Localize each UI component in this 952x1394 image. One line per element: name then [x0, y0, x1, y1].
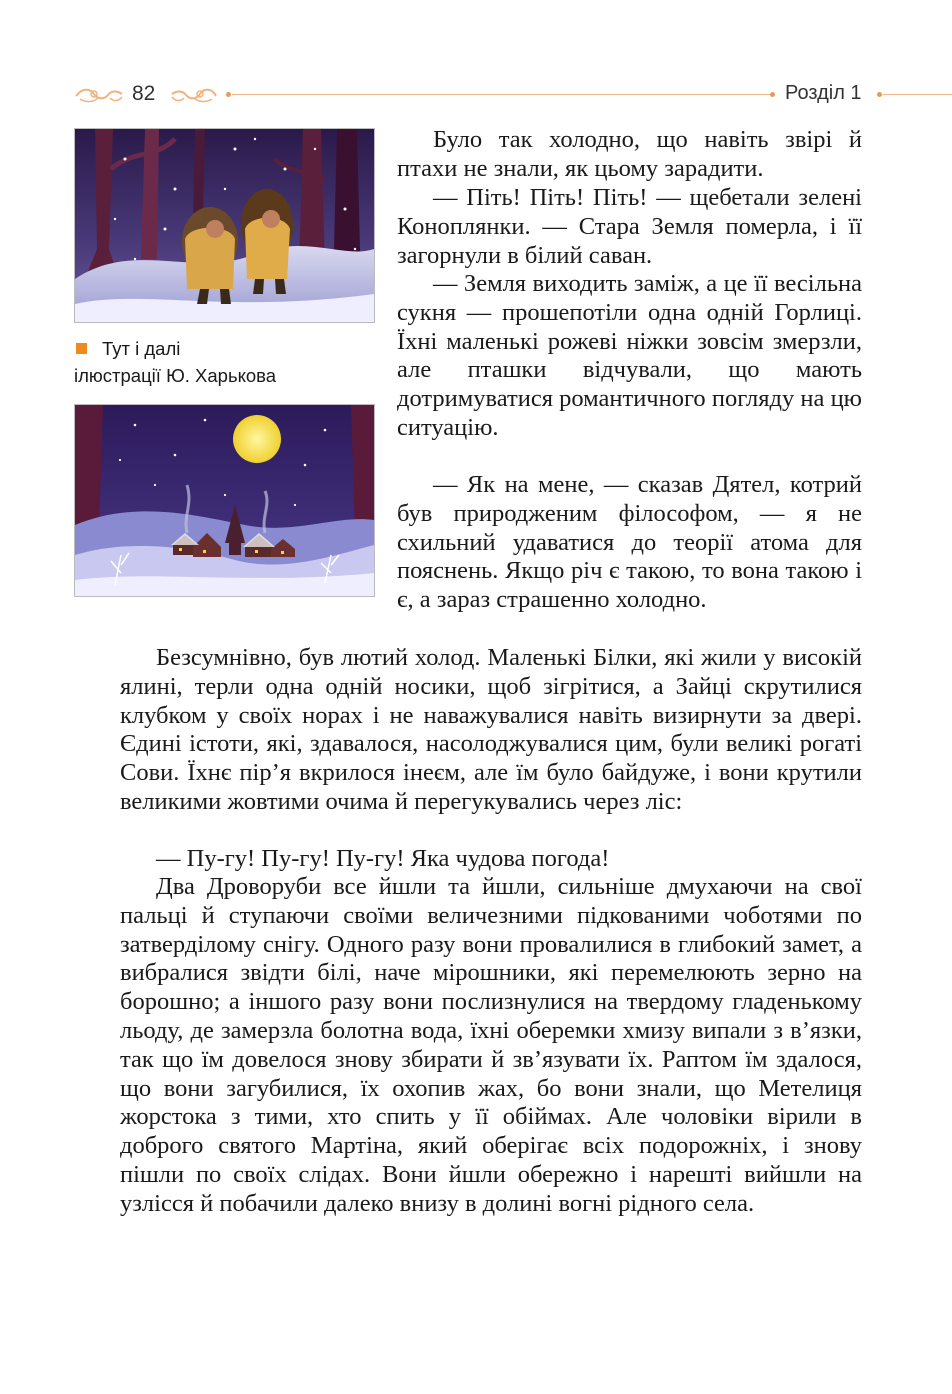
caption-bullet-square-icon — [76, 343, 87, 354]
paragraph: Безсумнівно, був лютий холод. Маленькі Білки, які жили у високій ялині, терли одна одній носики, щоб зігрітися, а Зайці скрутилися клубком у своїх норах і не наважувалися навіть визирнути за двері. Єдині істоти, які, здавалося, насолоджувалися цим, були великі рогаті Сови. Їхнє пір’я вкрилося інеєм, але їм було байдуже, і вони крутили великими жовтими очима й перегукувались через ліс: — [120, 644, 862, 815]
header-rule-dot — [226, 92, 231, 97]
paragraph: Було так холодно, що навіть звірі й птахи не знали, як цьому зарадити. — [397, 126, 862, 182]
page-number: 82 — [132, 82, 156, 105]
section-title: Розділ 1 — [785, 82, 862, 104]
paragraph: — Піть! Піть! Піть! — щебетали зелені Коноплянки. — Стара Земля померла, і її загорнули в білий саван. — [397, 184, 862, 269]
paragraph: — Як на мене, — сказав Дятел, котрий був природженим філософом, — я не схильний удаватися до теорії атома для пояснень. Якщо річ є такою, то вона такою і є, а зараз страшенно холодно. — [397, 471, 862, 614]
caption-line-2: ілюстрації Ю. Харькова — [74, 365, 277, 386]
left-flourish-ornament-icon — [74, 84, 124, 106]
paragraph: Два Дроворуби все йшли та йшли, сильніше дмухаючи на свої пальці й ступаючи своїми величезними підкованими чоботями по затверділому снігу. Одного разу вони провалилися в глибокий замет, а вибралися звідти білі, наче мірошники, які перемелюють зерно на борошно; а іншого разу вони послизнулися на твердому гладенькому льоду, де замерзла болотна вода, їхні оберемки хмизу випали з в’язки, так що їм довелося знову збирати й зв’язувати їх. Раптом їм здалося, що вони загубилися, їх охопив жах, бо вони знали, що Метелиця жорстока з тими, хто спить у її обіймах. Але чоловіки вірили в доброго святого Мартіна, який оберігає всіх подорожніх, і знову пішли по своїх слідах. Вони йшли обережно і нарешті вийшли на узлісся й побачили далеко внизу в долині вогні рідного села. — [120, 873, 862, 1217]
header-rule — [883, 94, 952, 95]
paragraph: — Земля виходить заміж, а це її весільна сукня — прошепотіли одна одній Горлиці. Їхні маленькі рожеві ніжки зовсім змерзли, але пташки відчували, що мають дотримуватися романтичного погляду на цю ситуацію. — [397, 270, 862, 441]
header-rule-dot — [877, 92, 882, 97]
woodcutters-illustration — [74, 128, 375, 323]
header-rule — [232, 94, 770, 95]
caption-line-1: Тут і далі — [102, 338, 181, 359]
page-header — [0, 80, 952, 110]
header-rule-dot — [770, 92, 775, 97]
moonlit-village-illustration — [74, 404, 375, 597]
right-flourish-ornament-icon — [170, 84, 218, 106]
illustration-caption — [74, 335, 374, 389]
paragraph: — Пу-гу! Пу-гу! Пу-гу! Яка чудова погода! — [156, 845, 610, 872]
